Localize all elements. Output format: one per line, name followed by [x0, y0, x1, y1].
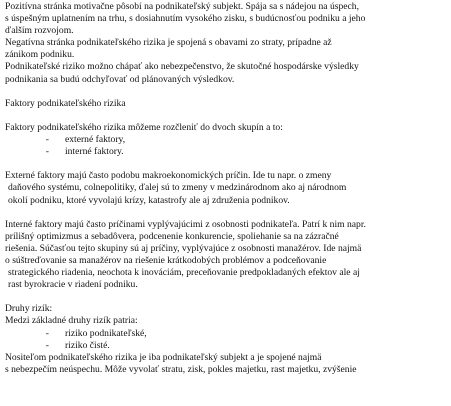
- types-list: [5, 328, 447, 352]
- text-line: o súštreďovanie sa manažérov na riešenie krátkodobých problémov a podceňovanie: [5, 254, 327, 266]
- bullet-dash: -: [45, 134, 49, 146]
- paragraph-bearer: [5, 352, 447, 376]
- spacer: [5, 110, 447, 122]
- paragraph-internal: [5, 219, 447, 292]
- text-line: daňového systému, colnepolitiky, ďalej sú to zmeny v medzinárodnom ako aj národnom: [8, 182, 347, 194]
- text-line: Podnikateľské riziko možno chápať ako nebezpečenstvo, že skutočné hospodárske výsledky: [5, 61, 359, 73]
- text-line: Interné faktory majú často príčinami vyplývajúcimi z osobnosti podnikateľa. Patrí k nim napr.: [5, 218, 366, 230]
- text-line: prílišný optimizmus a sebadôvera, podcenenie konkurencie, spoliehanie sa na zázračné: [5, 230, 339, 242]
- list-item-text: interné faktory.: [65, 146, 124, 158]
- spacer: [5, 158, 447, 170]
- types-intro: Medzi základné druhy rizík patria:: [5, 315, 138, 327]
- paragraph-intro: [5, 1, 447, 37]
- list-item-text: riziko čisté.: [65, 339, 110, 351]
- text-line: Externé faktory majú často podobu makroekonomických príčin. Ide tu napr. o zmeny: [5, 170, 332, 182]
- paragraph-external: [5, 170, 447, 206]
- text-line: rast byrokracie v riadení podniku.: [8, 279, 138, 291]
- bullet-dash: -: [45, 339, 49, 351]
- bullet-dash: -: [45, 327, 49, 339]
- list-item-text: externé faktory,: [65, 134, 126, 146]
- factors-intro: Faktory podnikateľského rizika môžeme rozčleniť do dvoch skupín a to:: [5, 121, 283, 133]
- factors-list: [5, 134, 447, 158]
- text-line: zánikom podniku.: [5, 49, 75, 61]
- paragraph-negative: [5, 37, 447, 61]
- spacer: [5, 86, 447, 98]
- text-line: s nebezpečím neúspechu. Môže vyvolať stratu, zisk, pokles majetku, rast majetku, zvýšenie: [5, 363, 357, 375]
- text-line: okolí podniku, ktoré vyvolajú krízy, katastrofy ale aj združenia podnikov.: [8, 194, 290, 206]
- section-heading-types: Druhy rizík:: [5, 303, 53, 315]
- spacer: [5, 207, 447, 219]
- text-line: Pozitívna stránka motivačne pôsobí na podnikateľský subjekt. Spája sa s nádejou na úspech,: [5, 1, 359, 12]
- text-line: strategického riadenia, neochota k inováciám, preceňovanie predpokladaných efektov ale aj: [8, 267, 360, 279]
- bullet-dash: -: [45, 146, 49, 158]
- text-line: ďalším rozvojom.: [5, 25, 74, 37]
- spacer: [5, 291, 447, 303]
- text-line: podnikania sa budú odchyľovať od plánovaných výsledkov.: [5, 73, 235, 85]
- text-line: Nositeľom podnikateľského rizika je iba podnikateľský subjekt a je spojené najmä: [5, 351, 322, 363]
- text-line: riešenia. Súčasťou tejto skupiny sú aj príčiny, vyplývajúce z osobnosti manažérov. Ide najmä: [5, 242, 362, 254]
- section-heading-factors: Faktory podnikateľského rizika: [5, 97, 126, 109]
- list-item-text: riziko podnikateľské,: [65, 327, 147, 339]
- list-item: [5, 134, 447, 146]
- list-item: [5, 146, 447, 158]
- text-line: Negatívna stránka podnikateľského rizika je spojená s obavami zo straty, prípadne až: [5, 37, 332, 49]
- paragraph-definition: [5, 61, 447, 85]
- text-line: s úspešným uplatnením na trhu, s dosiahnutím vysokého zisku, s budúcnosťou podniku a jeho: [5, 13, 366, 25]
- list-item: [5, 340, 447, 352]
- list-item: [5, 328, 447, 340]
